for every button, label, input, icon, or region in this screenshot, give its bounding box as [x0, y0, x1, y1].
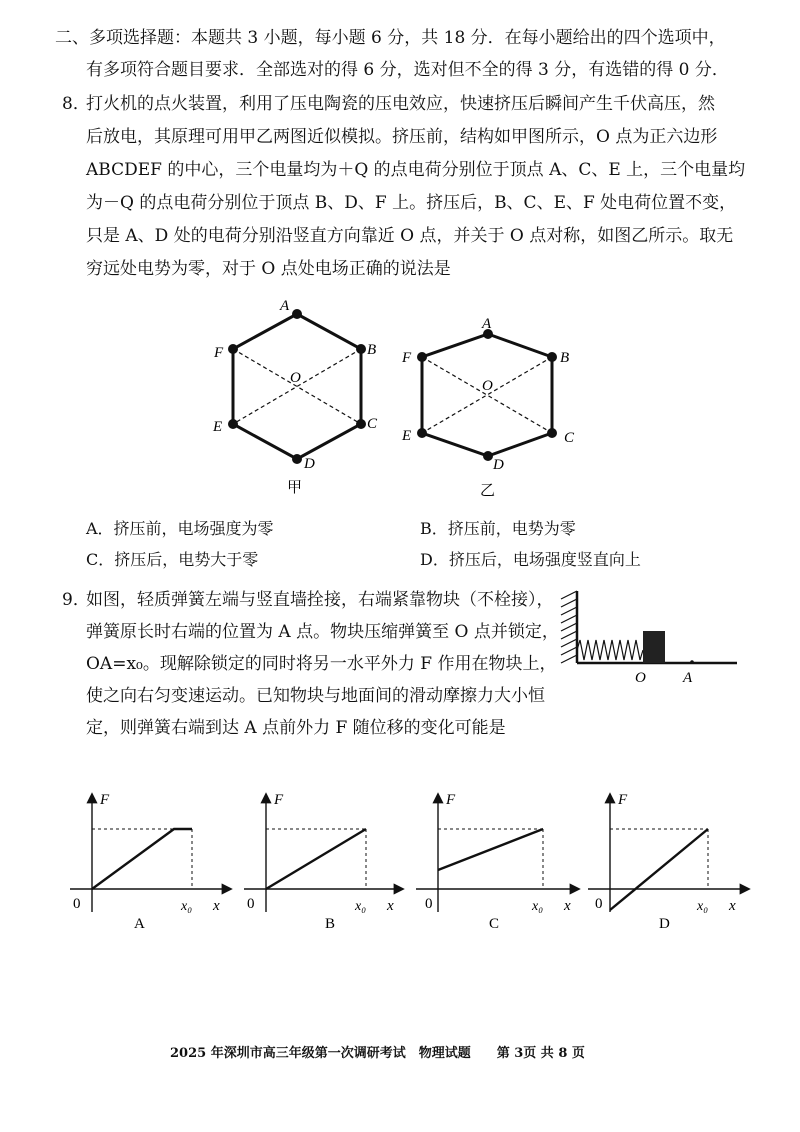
- charge-b-yi: [547, 352, 557, 362]
- point-a-marker: [690, 660, 694, 664]
- graph-d-xlabel: x: [729, 898, 736, 914]
- label-a-spring: A: [683, 670, 693, 686]
- graph-d-ylabel: F: [618, 792, 628, 808]
- q8-line2: 后放电，其原理可用甲乙两图近似模拟。挤压前，结构如甲图所示，O 点为正六边形: [86, 127, 718, 147]
- q9-line1: 如图，轻质弹簧左端与竖直墙拴接，右端紧靠物块（不栓接），: [86, 590, 554, 610]
- label-o-spring: O: [635, 670, 646, 686]
- q8-option-a: A．挤压前，电场强度为零: [86, 519, 274, 538]
- graph-d-x0: x₀: [697, 899, 709, 914]
- label-e: E: [213, 419, 223, 435]
- spring: [577, 640, 643, 660]
- graph-d: [588, 792, 748, 932]
- graph-c-ylabel: F: [446, 792, 456, 808]
- graph-c-x0: x₀: [532, 899, 544, 914]
- graph-d-line: [610, 829, 708, 910]
- label-d-yi: D: [493, 457, 504, 473]
- q8-option-b: B．挤压前，电势为零: [420, 519, 576, 538]
- graph-a-caption: A: [134, 916, 145, 932]
- graph-c-line: [438, 829, 543, 870]
- label-f-yi: F: [402, 350, 412, 366]
- graph-b-origin: 0: [247, 896, 255, 912]
- spring-diagram: [555, 585, 745, 695]
- caption-jia: 甲: [287, 480, 303, 496]
- figure-yi: [401, 316, 575, 499]
- graph-a-origin: 0: [73, 896, 81, 912]
- charge-d: [292, 454, 302, 464]
- graph-d-origin: 0: [595, 896, 603, 912]
- label-a: A: [280, 298, 290, 314]
- graph-c: [416, 792, 578, 932]
- graph-d-caption: D: [659, 916, 670, 932]
- q8-line6: 穷远处电势为零，对于 O 点处电场正确的说法是: [86, 259, 451, 279]
- q9-line5: 定，则弹簧右端到达 A 点前外力 F 随位移的变化可能是: [86, 718, 506, 738]
- graph-b-xlabel: x: [387, 898, 394, 914]
- hexagon-yi: [422, 334, 552, 456]
- graph-a-line: [92, 829, 192, 889]
- graph-a-xlabel: x: [213, 898, 220, 914]
- charge-f-yi: [417, 352, 427, 362]
- charge-e: [228, 419, 238, 429]
- charge-d-yi: [483, 451, 493, 461]
- graph-b-x0: x₀: [355, 899, 367, 914]
- label-o: O: [290, 370, 301, 386]
- label-c-yi: C: [564, 430, 575, 446]
- graph-b: [244, 792, 402, 932]
- label-a-yi: A: [482, 316, 492, 332]
- graph-a: [70, 792, 230, 932]
- section-heading-line2: 有多项符合题目要求．全部选对的得 6 分，选对但不全的得 3 分，有选错的得 0 分．: [86, 60, 729, 80]
- label-b: B: [367, 342, 377, 358]
- q8-line4: 为－Q 的点电荷分别位于顶点 B、D、F 上。挤压后，B、C、E、F 处电荷位置不变，: [86, 193, 737, 213]
- graph-b-line: [266, 829, 366, 889]
- charge-f: [228, 344, 238, 354]
- section-heading-line1: 二、多项选择题：本题共 3 小题，每小题 6 分，共 18 分．在每小题给出的四个选项中，: [55, 28, 726, 48]
- charge-e-yi: [417, 428, 427, 438]
- graph-a-x0: x₀: [181, 899, 193, 914]
- label-e-yi: E: [402, 428, 412, 444]
- q9-line3: OA=x₀。现解除锁定的同时将另一水平外力 F 作用在物块上，: [86, 654, 557, 674]
- force-graphs: [60, 785, 760, 940]
- q8-line3: ABCDEF 的中心，三个电量均为＋Q 的点电荷分别位于顶点 A、C、E 上，三个电量均: [86, 160, 746, 180]
- q8-line1: 打火机的点火装置，利用了压电陶瓷的压电效应，快速挤压后瞬间产生千伏高压，然: [86, 94, 715, 114]
- charge-c: [356, 419, 366, 429]
- label-d: D: [304, 456, 315, 472]
- q8-option-d: D．挤压后，电场强度竖直向上: [420, 550, 641, 569]
- q8-line5: 只是 A、D 处的电荷分别沿竖直方向靠近 O 点，并关于 O 点对称，如图乙所示。取无: [86, 226, 734, 246]
- block: [643, 631, 665, 663]
- graph-c-xlabel: x: [564, 898, 571, 914]
- graph-c-caption: C: [489, 916, 500, 932]
- label-c: C: [367, 416, 378, 432]
- graph-b-caption: B: [325, 916, 336, 932]
- q9-number: 9．: [62, 590, 90, 610]
- page-footer: 2025 年深圳市高三年级第一次调研考试 物理试题 第 3页 共 8 页: [170, 1046, 585, 1061]
- graph-a-ylabel: F: [100, 792, 110, 808]
- hexagon-jia: [233, 314, 361, 459]
- charge-c-yi: [547, 428, 557, 438]
- graph-c-origin: 0: [425, 896, 433, 912]
- q8-option-c: C．挤压后，电势大于零: [86, 550, 259, 569]
- caption-yi: 乙: [480, 483, 496, 499]
- label-f: F: [214, 345, 224, 361]
- figure-jia: [212, 298, 378, 496]
- charge-a: [292, 309, 302, 319]
- wall-hatching: [561, 591, 577, 663]
- charge-b: [356, 344, 366, 354]
- q9-line4: 使之向右匀变速运动。已知物块与地面间的滑动摩擦力大小恒: [86, 686, 545, 706]
- hexagon-figures: [0, 290, 800, 510]
- label-o-yi: O: [482, 378, 493, 394]
- label-b-yi: B: [560, 350, 570, 366]
- q8-number: 8．: [62, 94, 90, 114]
- q9-line2: 弹簧原长时右端的位置为 A 点。物块压缩弹簧至 O 点并锁定，: [86, 622, 559, 642]
- graph-b-ylabel: F: [274, 792, 284, 808]
